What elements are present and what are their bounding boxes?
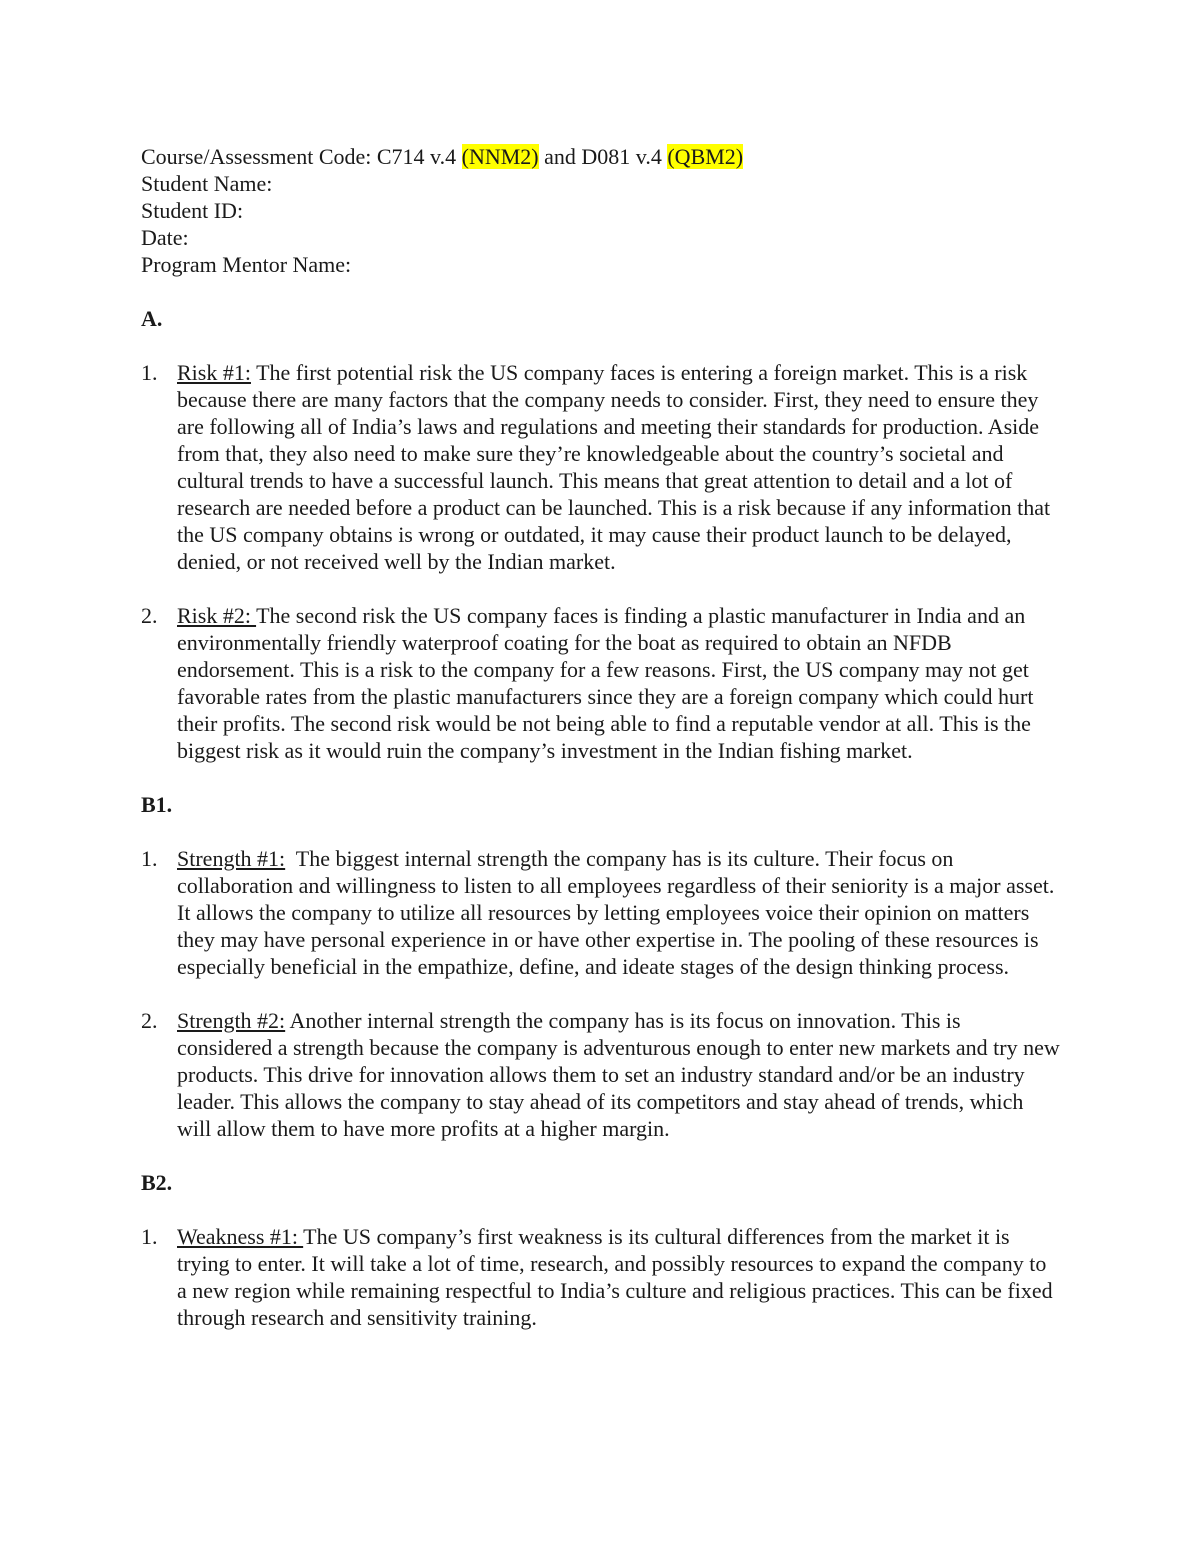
item-text: The second risk the US company faces is finding a plastic manufacturer in India and an environmentally friendly waterproof coating for the boat as required to obtain an NFDB endorsement. This is a risk to the company for a few reasons. First, the US company may not get favorable rates from the plastic manufacturers since they are a foreign company which could hurt their profits. The second risk would be not being able to find a reputable vendor at all. This is the biggest risk as it would ruin the company’s investment in the Indian fishing market. [177, 603, 1034, 763]
highlighted-code-qbm2: (QBM2) [667, 144, 744, 169]
item-label: Risk #2: [177, 603, 257, 628]
highlighted-code-nnm2: (NNM2) [461, 144, 539, 169]
mentor-name-label: Program Mentor Name: [141, 252, 352, 277]
course-code-middle: and D081 v.4 [538, 144, 668, 169]
section-b1-list [141, 845, 1061, 1142]
item-label: Strength #2: [177, 1008, 286, 1033]
item-text: Another internal strength the company has is its focus on innovation. This is considered a strength because the company is adventurous enough to enter new markets and try new products. This drive for innovation allows them to set an industry standard and/or be an industry leader. This allows the company to stay ahead of its competitors and stay ahead of trends, which will allow them to have more profits at a higher margin. [177, 1008, 1060, 1141]
date-label: Date: [141, 225, 189, 250]
item-text: The biggest internal strength the company has is its culture. Their focus on collaboration and willingness to listen to all employees regardless of their seniority is a major asset. It allows the company to utilize all resources by letting employees voice their opinion on matters they may have personal experience in or have other expertise in. The pooling of these resources is especially beneficial in the empathize, define, and ideate stages of the design thinking process. [177, 846, 1060, 979]
section-heading-b2: B2. [141, 1170, 173, 1195]
student-name-label: Student Name: [141, 171, 273, 196]
item-text: The US company’s first weakness is its cultural differences from the market it is trying to enter. It will take a lot of time, research, and possibly resources to expand the company to a new region while remaining respectful to India’s culture and religious practices. This can be fixed through research and sensitivity training. [177, 1224, 1053, 1330]
list-number: 2. [141, 1008, 158, 1033]
list-number: 1. [141, 846, 158, 871]
list-item [141, 359, 1061, 575]
list-item [141, 1007, 1061, 1142]
list-item [141, 845, 1061, 980]
section-b2-list [141, 1223, 1061, 1331]
section-heading-a: A. [141, 306, 163, 331]
course-code-line [141, 143, 1061, 170]
section-a-list [141, 359, 1061, 764]
student-id-label: Student ID: [141, 198, 244, 223]
list-number: 1. [141, 360, 158, 385]
list-item [141, 1223, 1061, 1331]
list-number: 1. [141, 1224, 158, 1249]
item-text: The first potential risk the US company faces is entering a foreign market. This is a risk because there are many factors that the company needs to consider. First, they need to ensure they are following all of India’s laws and regulations and meeting their standards for production. Aside from that, they also need to make sure they’re knowledgeable about the country’s societal and cultural trends to have a successful launch. This means that great attention to detail and a lot of research are needed before a product can be launched. This is a risk because if any information that the US company obtains is wrong or outdated, it may cause their product launch to be delayed, denied, or not received well by the Indian market. [177, 360, 1051, 574]
item-label: Strength #1: [177, 846, 286, 871]
section-heading-b1: B1. [141, 792, 173, 817]
document-header [141, 143, 1061, 278]
list-item [141, 602, 1061, 764]
item-label: Weakness #1: [177, 1224, 304, 1249]
document-page [141, 143, 1061, 1358]
list-number: 2. [141, 603, 158, 628]
course-code-prefix: Course/Assessment Code: C714 v.4 [141, 144, 462, 169]
item-label: Risk #1: [177, 360, 251, 385]
